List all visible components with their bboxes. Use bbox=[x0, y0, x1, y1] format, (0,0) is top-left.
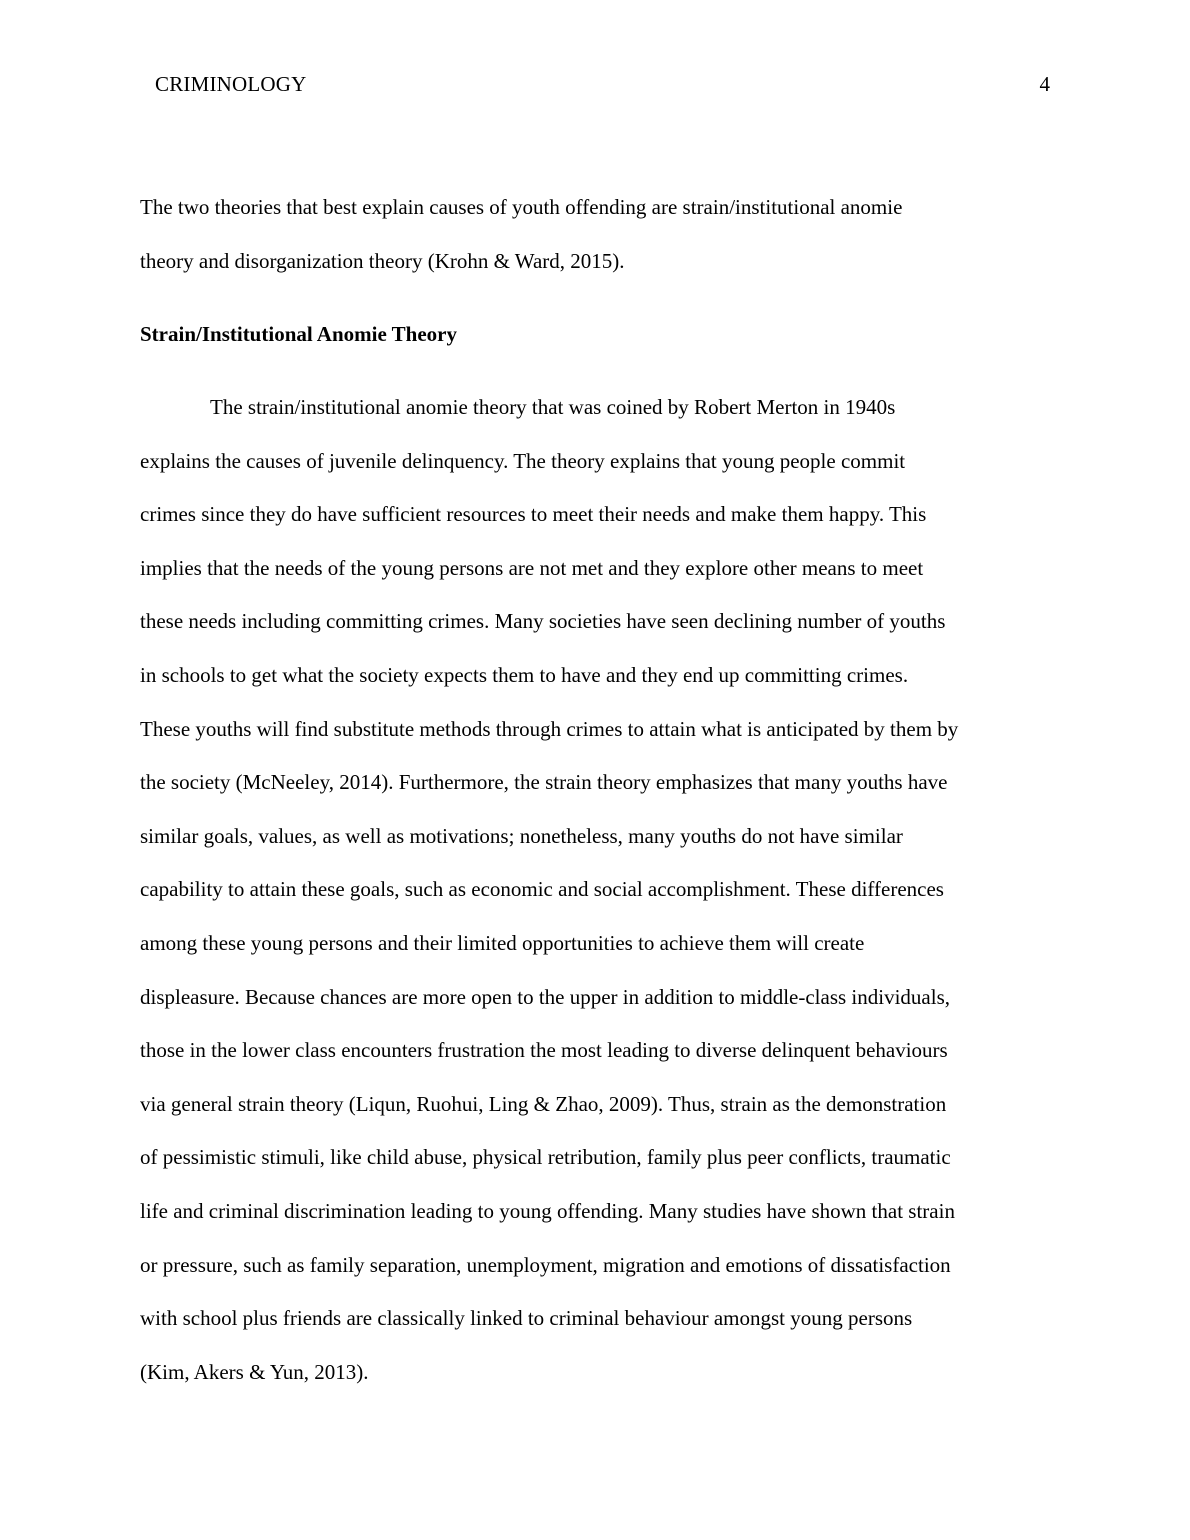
paragraph-line: via general strain theory (Liqun, Ruohui, Ling & Zhao, 2009). Thus, strain as the demonstration bbox=[140, 1091, 947, 1116]
paragraph-line: similar goals, values, as well as motivations; nonetheless, many youths do not have similar bbox=[140, 823, 903, 848]
intro-paragraph bbox=[140, 181, 1000, 288]
intro-line: theory and disorganization theory (Krohn & Ward, 2015). bbox=[140, 248, 625, 273]
page-number: 4 bbox=[1039, 72, 1050, 96]
paragraph-line: crimes since they do have sufficient resources to meet their needs and make them happy. This bbox=[140, 502, 927, 527]
running-head: CRIMINOLOGY bbox=[155, 72, 307, 96]
paragraph-line: life and criminal discrimination leading to young offending. Many studies have shown that strain bbox=[140, 1198, 955, 1223]
paragraph-line: these needs including committing crimes. Many societies have seen declining number of youths bbox=[140, 609, 946, 634]
paragraph-line: in schools to get what the society expects them to have and they end up committing crimes. bbox=[140, 662, 909, 687]
paragraph-line: the society (McNeeley, 2014). Furthermore, the strain theory emphasizes that many youths have bbox=[140, 770, 948, 795]
paragraph-line: with school plus friends are classically linked to criminal behaviour amongst young persons bbox=[140, 1306, 913, 1331]
paragraph-line: The strain/institutional anomie theory that was coined by Robert Merton in 1940s bbox=[210, 395, 896, 419]
section-heading: Strain/Institutional Anomie Theory bbox=[140, 322, 457, 346]
paragraph-line: implies that the needs of the young persons are not met and they explore other means to meet bbox=[140, 555, 924, 580]
intro-line: The two theories that best explain causes of youth offending are strain/institutional anomie bbox=[140, 195, 903, 219]
paragraph-line: These youths will find substitute methods through crimes to attain what is anticipated by them by bbox=[140, 716, 959, 741]
paragraph-line: among these young persons and their limited opportunities to achieve them will create bbox=[140, 930, 865, 955]
paragraph-line: those in the lower class encounters frustration the most leading to diverse delinquent behaviours bbox=[140, 1038, 948, 1063]
paragraph-line: displeasure. Because chances are more open to the upper in addition to middle-class individuals, bbox=[140, 984, 951, 1009]
section-paragraph bbox=[140, 381, 1060, 1399]
paragraph-line: capability to attain these goals, such as economic and social accomplishment. These differences bbox=[140, 877, 944, 902]
paragraph-line: (Kim, Akers & Yun, 2013). bbox=[140, 1359, 369, 1384]
paragraph-line: of pessimistic stimuli, like child abuse, physical retribution, family plus peer conflicts, traumatic bbox=[140, 1145, 951, 1170]
paragraph-line: or pressure, such as family separation, unemployment, migration and emotions of dissatisfaction bbox=[140, 1252, 951, 1277]
paragraph-line: explains the causes of juvenile delinquency. The theory explains that young people commit bbox=[140, 448, 906, 473]
